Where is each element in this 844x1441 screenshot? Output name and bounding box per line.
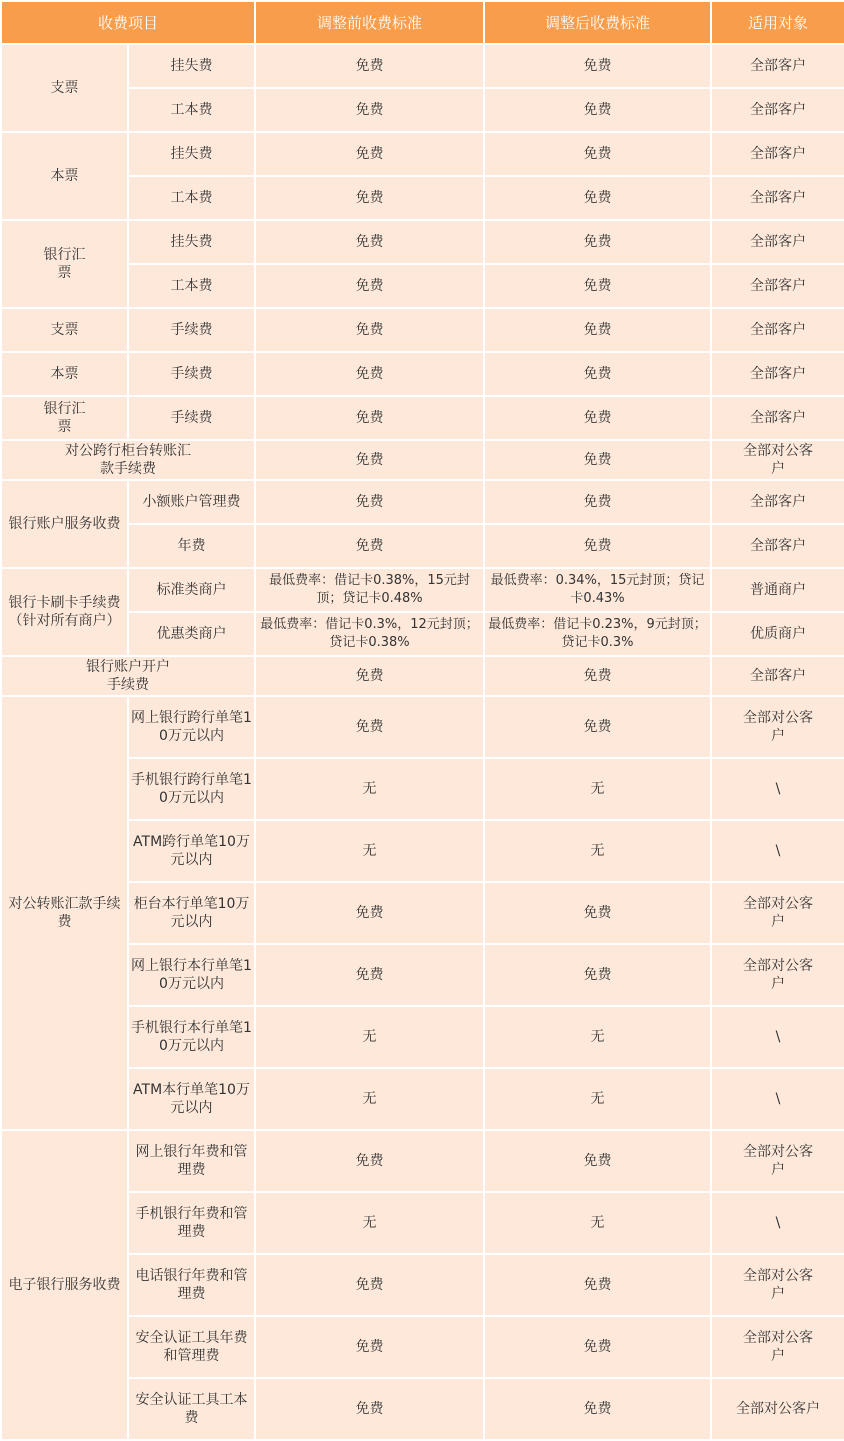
after-cell: 免费 [484,264,711,308]
target-cell: \ [711,1192,844,1254]
target-cell: 全部客户 [711,132,844,176]
table-row [1,308,844,352]
before-cell: 免费 [255,1254,484,1316]
subitem-cell: 优惠类商户 [128,612,255,656]
table-row [1,1254,844,1316]
target-cell: 全部客户 [711,44,844,88]
after-cell: 最低费率：0.34%，15元封顶；贷记卡0.43% [484,568,711,612]
target-cell: \ [711,820,844,882]
after-cell: 免费 [484,396,711,440]
category-cell: 对公跨行柜台转账汇款手续费 [1,440,255,480]
after-cell: 免费 [484,1378,711,1440]
table-row [1,88,844,132]
after-cell: 免费 [484,882,711,944]
after-cell: 免费 [484,944,711,1006]
subitem-cell: ATM跨行单笔10万元以内 [128,820,255,882]
before-cell: 免费 [255,440,484,480]
subitem-cell: 安全认证工具工本费 [128,1378,255,1440]
subitem-cell: ATM本行单笔10万元以内 [128,1068,255,1130]
target-cell: 全部对公客户 [711,1378,844,1440]
after-cell: 免费 [484,440,711,480]
after-cell: 无 [484,1068,711,1130]
table-row [1,656,844,696]
category-cell: 电子银行服务收费 [1,1130,128,1440]
before-cell: 免费 [255,132,484,176]
category-cell: 支票 [1,44,128,132]
after-cell: 免费 [484,44,711,88]
subitem-cell: 电话银行年费和管理费 [128,1254,255,1316]
subitem-cell: 挂失费 [128,132,255,176]
target-cell: 全部客户 [711,220,844,264]
target-cell: 普通商户 [711,568,844,612]
table-row [1,1006,844,1068]
after-cell: 免费 [484,176,711,220]
before-cell: 最低费率：借记卡0.38%，15元封顶；贷记卡0.48% [255,568,484,612]
table-row [1,1068,844,1130]
header-item: 收费项目 [1,1,255,44]
table-row [1,352,844,396]
target-cell: 全部客户 [711,308,844,352]
after-cell: 无 [484,1192,711,1254]
table-row [1,568,844,612]
header-target: 适用对象 [711,1,844,44]
table-row [1,1316,844,1378]
before-cell: 无 [255,758,484,820]
table-row [1,264,844,308]
subitem-cell: 安全认证工具年费和管理费 [128,1316,255,1378]
header-after: 调整后收费标准 [484,1,711,44]
table-row [1,612,844,656]
target-cell: 全部客户 [711,176,844,220]
after-cell: 免费 [484,696,711,758]
before-cell: 免费 [255,524,484,568]
table-row [1,176,844,220]
before-cell: 免费 [255,944,484,1006]
subitem-cell: 手续费 [128,396,255,440]
before-cell: 免费 [255,220,484,264]
after-cell: 免费 [484,1254,711,1316]
before-cell: 免费 [255,1378,484,1440]
after-cell: 免费 [484,524,711,568]
table-row [1,132,844,176]
before-cell: 无 [255,1068,484,1130]
table-row [1,220,844,264]
subitem-cell: 挂失费 [128,220,255,264]
table-row [1,944,844,1006]
before-cell: 免费 [255,88,484,132]
subitem-cell: 挂失费 [128,44,255,88]
after-cell: 免费 [484,480,711,524]
after-cell: 最低费率：借记卡0.23%，9元封顶；贷记卡0.3% [484,612,711,656]
table-row [1,696,844,758]
after-cell: 无 [484,1006,711,1068]
before-cell: 免费 [255,696,484,758]
subitem-cell: 手机银行本行单笔10万元以内 [128,1006,255,1068]
subitem-cell: 工本费 [128,264,255,308]
before-cell: 无 [255,1006,484,1068]
target-cell: 全部对公客户 [711,1316,844,1378]
target-cell: 全部对公客户 [711,882,844,944]
after-cell: 免费 [484,220,711,264]
before-cell: 免费 [255,396,484,440]
before-cell: 无 [255,820,484,882]
after-cell: 免费 [484,1316,711,1378]
subitem-cell: 年费 [128,524,255,568]
before-cell: 免费 [255,176,484,220]
header-before: 调整前收费标准 [255,1,484,44]
subitem-cell: 手续费 [128,308,255,352]
table-row [1,396,844,440]
subitem-cell: 手机银行跨行单笔10万元以内 [128,758,255,820]
after-cell: 免费 [484,1130,711,1192]
after-cell: 免费 [484,352,711,396]
before-cell: 免费 [255,480,484,524]
table-row [1,440,844,480]
table-row [1,524,844,568]
target-cell: 全部对公客户 [711,944,844,1006]
category-cell: 银行卡刷卡手续费（针对所有商户） [1,568,128,656]
subitem-cell: 手机银行年费和管理费 [128,1192,255,1254]
target-cell: 全部对公客户 [711,440,844,480]
before-cell: 免费 [255,308,484,352]
target-cell: 全部客户 [711,656,844,696]
subitem-cell: 网上银行年费和管理费 [128,1130,255,1192]
target-cell: 全部对公客户 [711,1130,844,1192]
table-row [1,758,844,820]
before-cell: 免费 [255,882,484,944]
subitem-cell: 手续费 [128,352,255,396]
table-row [1,820,844,882]
table-row [1,882,844,944]
before-cell: 免费 [255,352,484,396]
subitem-cell: 网上银行跨行单笔10万元以内 [128,696,255,758]
target-cell: 全部客户 [711,480,844,524]
before-cell: 免费 [255,44,484,88]
table-row [1,1378,844,1440]
target-cell: 全部客户 [711,524,844,568]
category-cell: 银行汇票 [1,220,128,308]
before-cell: 最低费率：借记卡0.3%，12元封顶；贷记卡0.38% [255,612,484,656]
category-cell: 本票 [1,132,128,220]
category-cell: 对公转账汇款手续费 [1,696,128,1130]
table-row [1,1130,844,1192]
target-cell: 全部客户 [711,88,844,132]
target-cell: 全部对公客户 [711,1254,844,1316]
target-cell: 优质商户 [711,612,844,656]
target-cell: 全部客户 [711,352,844,396]
after-cell: 无 [484,758,711,820]
subitem-cell: 小额账户管理费 [128,480,255,524]
category-cell: 银行账户开户手续费 [1,656,255,696]
table-row [1,44,844,88]
table-row [1,1192,844,1254]
target-cell: 全部客户 [711,264,844,308]
subitem-cell: 网上银行本行单笔10万元以内 [128,944,255,1006]
after-cell: 免费 [484,88,711,132]
target-cell: 全部对公客户 [711,696,844,758]
after-cell: 无 [484,820,711,882]
category-cell: 本票 [1,352,128,396]
before-cell: 免费 [255,656,484,696]
before-cell: 免费 [255,264,484,308]
before-cell: 无 [255,1192,484,1254]
before-cell: 免费 [255,1316,484,1378]
subitem-cell: 柜台本行单笔10万元以内 [128,882,255,944]
target-cell: \ [711,1068,844,1130]
target-cell: \ [711,758,844,820]
category-cell: 银行账户服务收费 [1,480,128,568]
after-cell: 免费 [484,308,711,352]
header-row [1,1,844,44]
target-cell: \ [711,1006,844,1068]
subitem-cell: 标准类商户 [128,568,255,612]
table-row [1,480,844,524]
after-cell: 免费 [484,132,711,176]
category-cell: 银行汇票 [1,396,128,440]
subitem-cell: 工本费 [128,88,255,132]
category-cell: 支票 [1,308,128,352]
subitem-cell: 工本费 [128,176,255,220]
target-cell: 全部客户 [711,396,844,440]
after-cell: 免费 [484,656,711,696]
before-cell: 免费 [255,1130,484,1192]
